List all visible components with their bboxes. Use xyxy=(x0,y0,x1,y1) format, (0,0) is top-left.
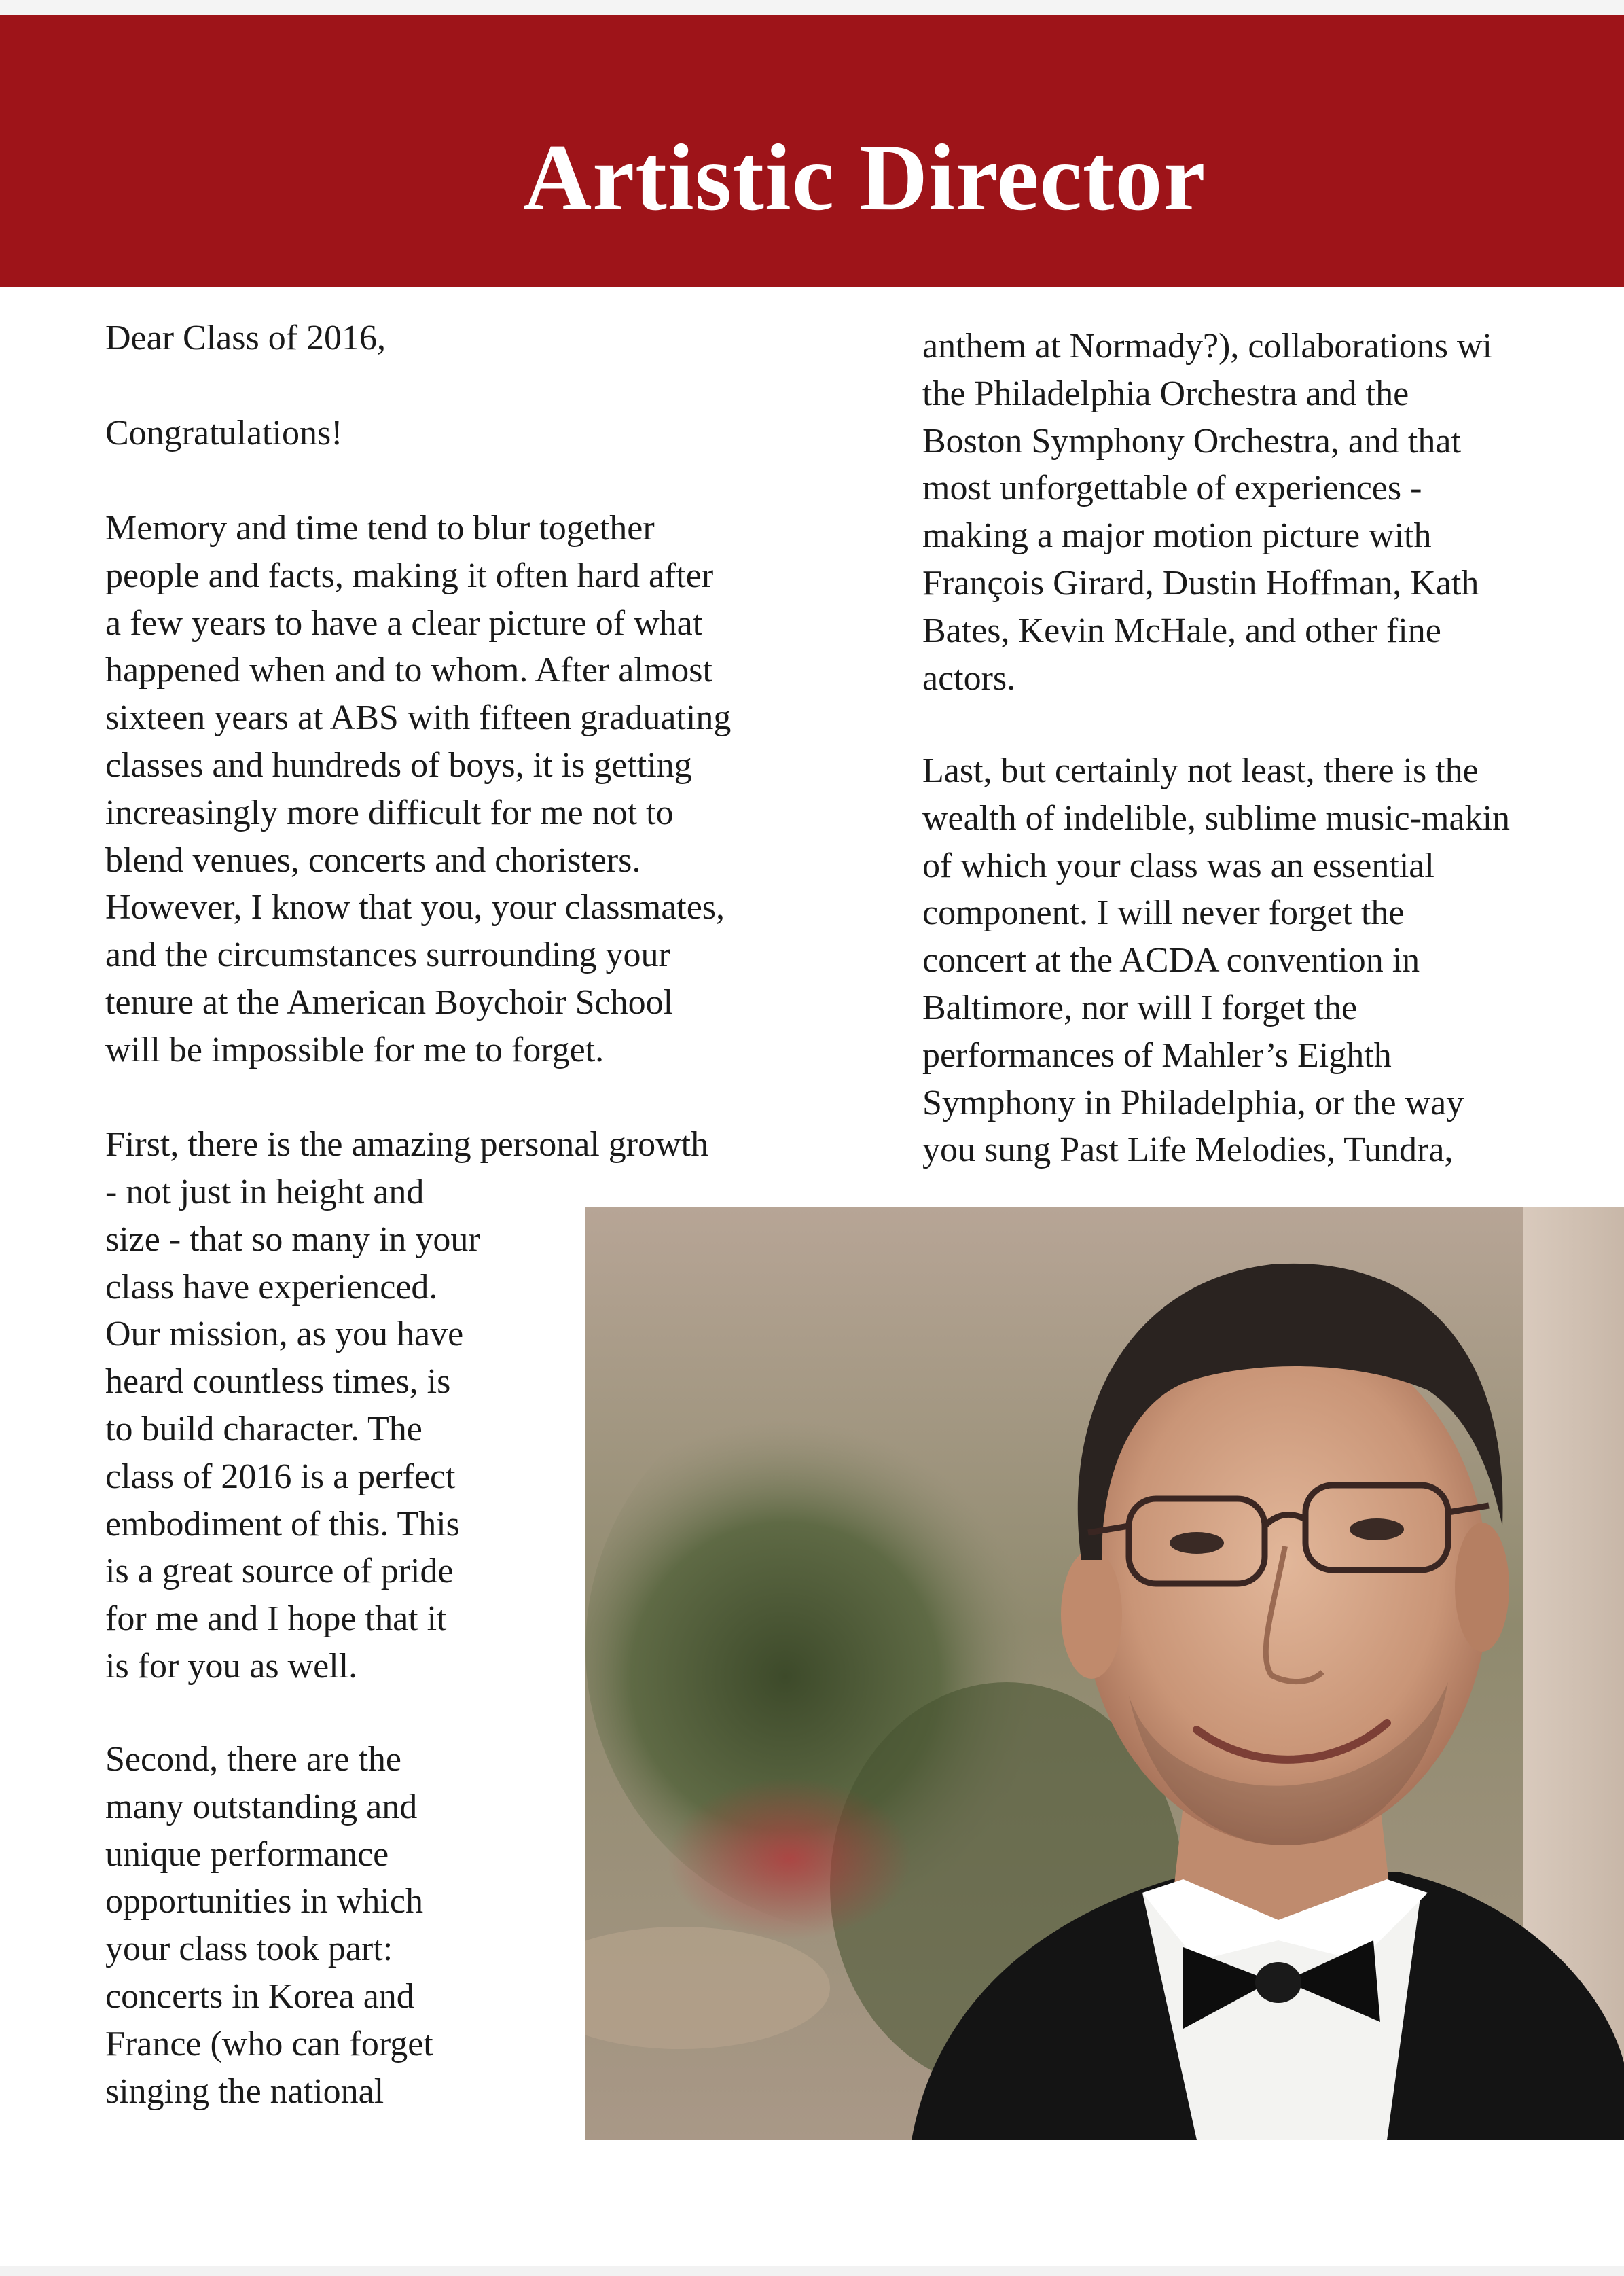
paragraph-performances-continued xyxy=(922,323,1622,702)
text-line: sixteen years at ABS with fifteen graduating xyxy=(105,698,732,738)
paragraph-growth xyxy=(105,1169,581,1690)
text-line: for me and I hope that it xyxy=(105,1599,447,1639)
text-line: blend venues, concerts and choristers. xyxy=(105,840,641,880)
text-line: happened when and to whom. After almost xyxy=(105,651,712,690)
text-line: Last, but certainly not least, there is the xyxy=(922,751,1479,790)
text-line: of which your class was an essential xyxy=(922,846,1434,885)
text-line: heard countless times, is xyxy=(105,1362,451,1402)
director-portrait-photo xyxy=(585,1207,1624,2140)
page-bottom-edge xyxy=(0,2266,1624,2276)
salutation: Dear Class of 2016, xyxy=(105,319,386,357)
text-line: Boston Symphony Orchestra, and that xyxy=(922,421,1461,461)
paragraph-performances xyxy=(105,1736,581,2115)
text-line: classes and hundreds of boys, it is getting xyxy=(105,745,692,785)
text-line: Symphony in Philadelphia, or the way xyxy=(922,1083,1464,1122)
text-line: Our mission, as you have xyxy=(105,1315,464,1354)
text-line: people and facts, making it often hard after xyxy=(105,556,714,595)
text-line: many outstanding and xyxy=(105,1787,418,1826)
text-line: - not just in height and xyxy=(105,1173,425,1211)
text-line: a few years to have a clear picture of what xyxy=(105,603,703,643)
text-line: wealth of indelible, sublime music-makin xyxy=(922,798,1511,838)
paragraph-memory xyxy=(105,505,900,1074)
text-line: Second, there are the xyxy=(105,1740,402,1779)
paragraph-music-making xyxy=(922,747,1622,1174)
text-line: tenure at the American Boychoir School xyxy=(105,982,674,1022)
congratulations-line: Congratulations! xyxy=(105,414,343,452)
text-line: is for you as well. xyxy=(105,1646,358,1686)
text-line: François Girard, Dustin Hoffman, Kath xyxy=(922,563,1479,603)
text-line: anthem at Normady?), collaborations wi xyxy=(922,327,1492,366)
page-top-edge xyxy=(0,0,1624,15)
text-line: increasingly more difficult for me not to xyxy=(105,793,674,832)
text-line: embodiment of this. This xyxy=(105,1504,460,1544)
text-line: class have experienced. xyxy=(105,1267,438,1306)
text-line: is a great source of pride xyxy=(105,1552,454,1591)
text-line: opportunities in which xyxy=(105,1882,423,1921)
text-line: Bates, Kevin McHale, and other fine xyxy=(922,611,1441,650)
text-line: to build character. The xyxy=(105,1409,422,1448)
text-line: unique performance xyxy=(105,1834,389,1874)
text-line: class of 2016 is a perfect xyxy=(105,1457,456,1496)
text-line: However, I know that you, your classmates, xyxy=(105,888,725,927)
page-title: Artistic Director xyxy=(523,125,1206,230)
text-line: component. I will never forget the xyxy=(922,893,1405,933)
text-line: size - that so many in your xyxy=(105,1220,480,1259)
text-line: making a major motion picture with xyxy=(922,516,1432,556)
text-line: concerts in Korea and xyxy=(105,1976,414,2016)
text-line: the Philadelphia Orchestra and the xyxy=(922,374,1409,413)
text-line: you sung Past Life Melodies, Tundra, xyxy=(922,1131,1454,1170)
text-line: singing the national xyxy=(105,2071,384,2111)
text-line: Memory and time tend to blur together xyxy=(105,509,655,548)
text-line: performances of Mahler’s Eighth xyxy=(922,1035,1392,1075)
text-line: most unforgettable of experiences - xyxy=(922,469,1422,508)
text-line: France (who can forget xyxy=(105,2024,433,2063)
text-line: your class took part: xyxy=(105,1930,393,1969)
paragraph-growth-lead: First, there is the amazing personal growth xyxy=(105,1125,709,1164)
text-line: and the circumstances surrounding your xyxy=(105,936,670,975)
text-line: Baltimore, nor will I forget the xyxy=(922,988,1358,1027)
title-banner xyxy=(0,15,1624,287)
text-line: will be impossible for me to forget. xyxy=(105,1030,605,1069)
text-line: concert at the ACDA convention in xyxy=(922,941,1420,980)
text-line: actors. xyxy=(922,658,1016,698)
